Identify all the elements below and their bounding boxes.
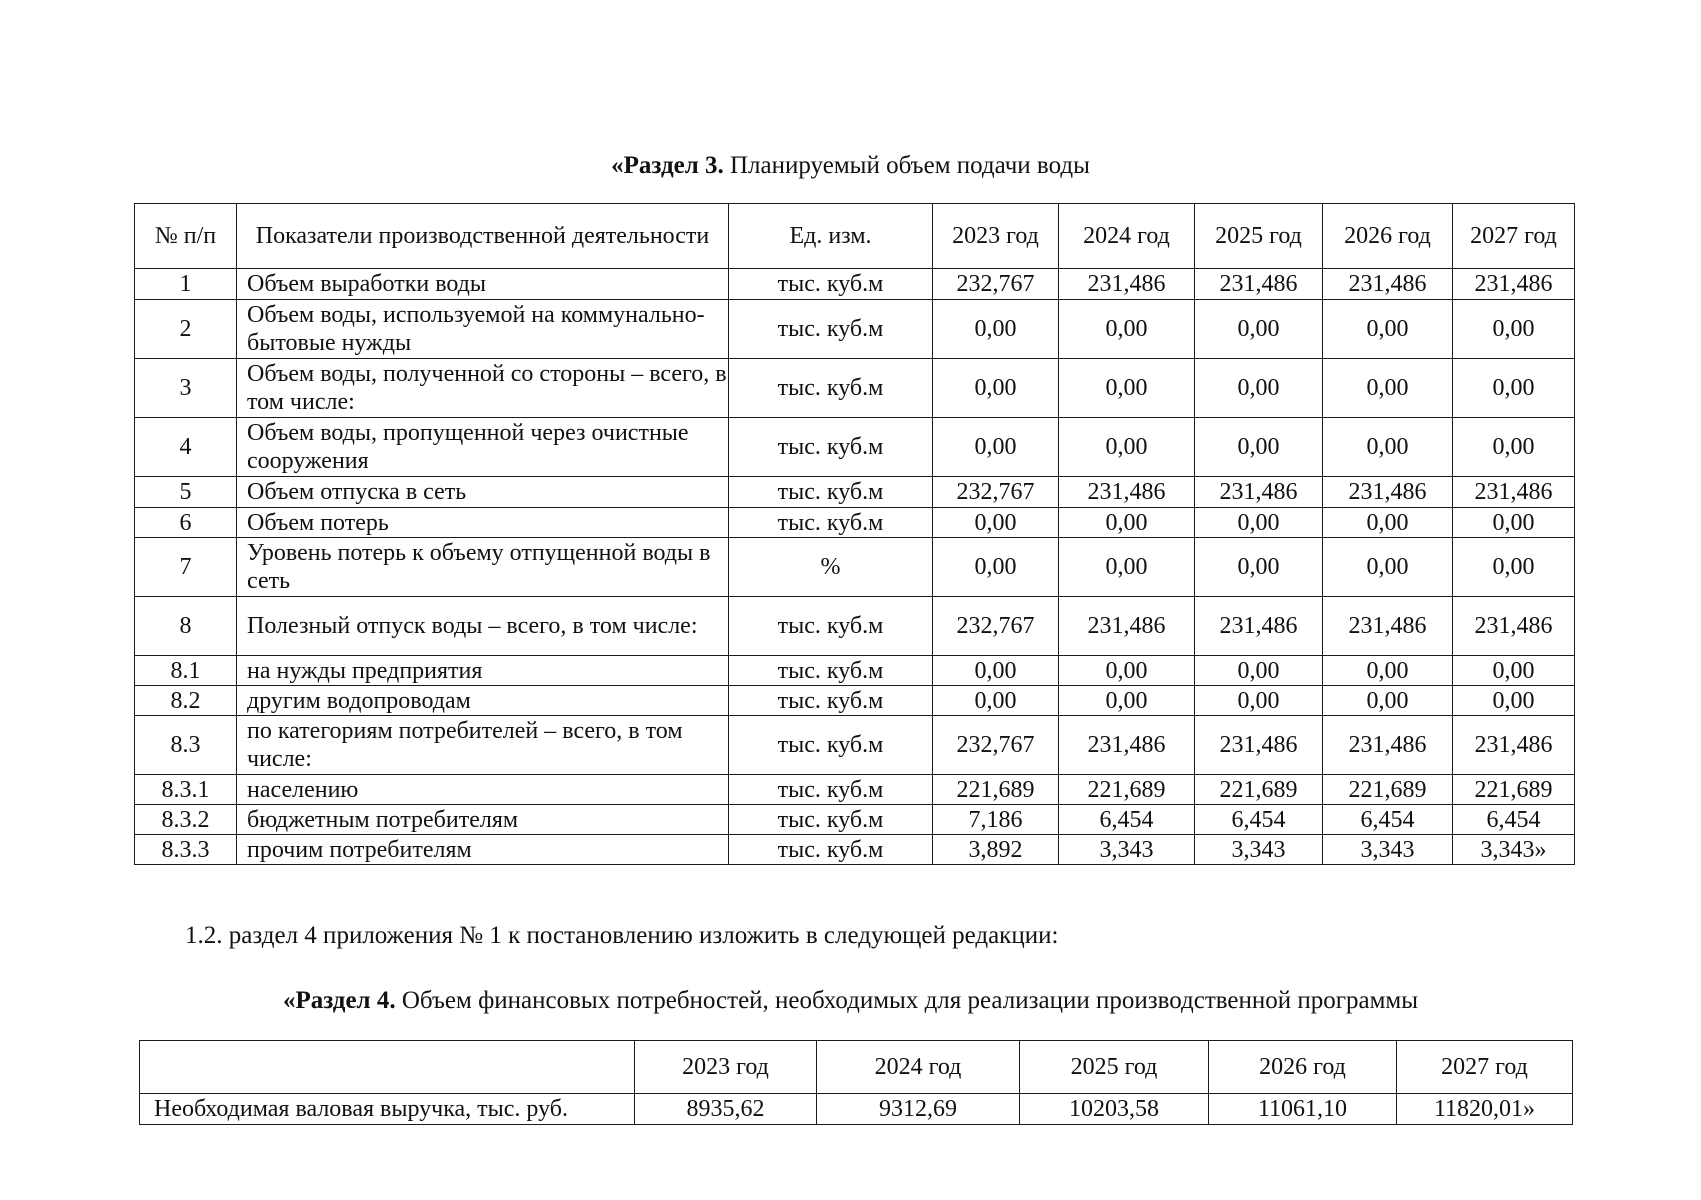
unit-cell: тыс. куб.м [729,508,933,538]
value-cell: 231,486 [1453,597,1575,656]
value-cell: 0,00 [1453,418,1575,477]
indicator-name: на нужды предприятия [237,656,729,686]
value-cell: 0,00 [1195,300,1323,359]
row-label: Необходимая валовая выручка, тыс. руб. [140,1094,635,1125]
value-cell: 231,486 [1059,597,1195,656]
section-3-title-text: Планируемый объем подачи воды [723,152,1090,179]
value-cell: 11061,10 [1209,1094,1397,1125]
row-number: 8.2 [135,686,237,716]
header-cell: № п/п [135,204,237,269]
value-cell: 7,186 [933,805,1059,835]
value-cell: 231,486 [1453,269,1575,300]
section-4-title-bold: «Раздел 4. [282,987,396,1014]
header-cell: 2024 год [817,1041,1020,1094]
header-cell: 2026 год [1323,204,1453,269]
value-cell: 0,00 [933,656,1059,686]
unit-cell: тыс. куб.м [729,775,933,805]
table-row [135,508,1575,538]
row-number: 2 [135,300,237,359]
value-cell: 0,00 [1453,508,1575,538]
value-cell: 0,00 [1323,656,1453,686]
value-cell: 0,00 [1323,359,1453,418]
table-row [140,1094,1573,1125]
header-cell: 2023 год [635,1041,817,1094]
value-cell: 231,486 [1195,269,1323,300]
value-cell: 232,767 [933,716,1059,775]
value-cell: 232,767 [933,269,1059,300]
indicator-name: Объем воды, полученной со стороны – всего, в том числе: [237,359,729,418]
table-row [135,359,1575,418]
row-number: 7 [135,538,237,597]
value-cell: 8935,62 [635,1094,817,1125]
section-3-title [0,150,1701,182]
unit-cell: тыс. куб.м [729,418,933,477]
value-cell: 221,689 [1195,775,1323,805]
value-cell: 6,454 [1195,805,1323,835]
indicator-name: Объем отпуска в сеть [237,477,729,508]
header-cell: 2026 год [1209,1041,1397,1094]
value-cell: 231,486 [1195,477,1323,508]
indicator-name: по категориям потребителей – всего, в том числе: [237,716,729,775]
indicator-name: Объем воды, пропущенной через очистные сооружения [237,418,729,477]
value-cell: 221,689 [1453,775,1575,805]
value-cell: 6,454 [1453,805,1575,835]
section-4-title [0,985,1701,1017]
header-cell-empty [140,1041,635,1094]
value-cell: 0,00 [933,508,1059,538]
value-cell: 3,892 [933,835,1059,865]
value-cell: 0,00 [1453,656,1575,686]
row-number: 4 [135,418,237,477]
value-cell: 231,486 [1453,716,1575,775]
value-cell: 0,00 [933,300,1059,359]
value-cell: 0,00 [1195,656,1323,686]
table-row [135,418,1575,477]
value-cell: 3,343» [1453,835,1575,865]
row-number: 8 [135,597,237,656]
header-cell: 2027 год [1453,204,1575,269]
unit-cell: тыс. куб.м [729,477,933,508]
value-cell: 0,00 [1323,300,1453,359]
unit-cell: тыс. куб.м [729,805,933,835]
water-supply-table [134,203,1575,865]
indicator-name: населению [237,775,729,805]
value-cell: 0,00 [1453,300,1575,359]
value-cell: 0,00 [1453,359,1575,418]
value-cell: 231,486 [1323,597,1453,656]
table-header-row [140,1041,1573,1094]
value-cell: 0,00 [1195,418,1323,477]
header-cell: 2027 год [1397,1041,1573,1094]
unit-cell: тыс. куб.м [729,300,933,359]
value-cell: 221,689 [1323,775,1453,805]
header-cell: 2024 год [1059,204,1195,269]
header-cell: 2025 год [1020,1041,1209,1094]
unit-cell: % [729,538,933,597]
value-cell: 231,486 [1323,269,1453,300]
unit-cell: тыс. куб.м [729,269,933,300]
unit-cell: тыс. куб.м [729,359,933,418]
value-cell: 221,689 [933,775,1059,805]
value-cell: 0,00 [1323,418,1453,477]
section-4-title-text: Объем финансовых потребностей, необходимых для реализации производственной программы [395,987,1419,1014]
value-cell: 9312,69 [817,1094,1020,1125]
indicator-name: Объем потерь [237,508,729,538]
value-cell: 0,00 [1059,656,1195,686]
value-cell: 0,00 [1323,686,1453,716]
financial-needs-table [139,1040,1573,1125]
value-cell: 0,00 [1059,418,1195,477]
table-row [135,269,1575,300]
value-cell: 3,343 [1323,835,1453,865]
value-cell: 232,767 [933,477,1059,508]
value-cell: 221,689 [1059,775,1195,805]
value-cell: 0,00 [933,686,1059,716]
value-cell: 231,486 [1323,716,1453,775]
indicator-name: Объем воды, используемой на коммунально-бытовые нужды [237,300,729,359]
table-row [135,477,1575,508]
unit-cell: тыс. куб.м [729,686,933,716]
indicator-name: прочим потребителям [237,835,729,865]
header-cell: Ед. изм. [729,204,933,269]
value-cell: 0,00 [933,359,1059,418]
value-cell: 6,454 [1059,805,1195,835]
table-row [135,716,1575,775]
value-cell: 0,00 [1059,300,1195,359]
value-cell: 6,454 [1323,805,1453,835]
value-cell: 231,486 [1453,477,1575,508]
value-cell: 231,486 [1195,597,1323,656]
row-number: 8.3 [135,716,237,775]
value-cell: 0,00 [1453,686,1575,716]
row-number: 8.3.3 [135,835,237,865]
value-cell: 11820,01» [1397,1094,1573,1125]
value-cell: 231,486 [1059,269,1195,300]
indicator-name: бюджетным потребителям [237,805,729,835]
table-row [135,656,1575,686]
value-cell: 231,486 [1195,716,1323,775]
value-cell: 232,767 [933,597,1059,656]
value-cell: 0,00 [1059,359,1195,418]
value-cell: 3,343 [1059,835,1195,865]
row-number: 8.3.2 [135,805,237,835]
value-cell: 0,00 [1059,686,1195,716]
indicator-name: другим водопроводам [237,686,729,716]
unit-cell: тыс. куб.м [729,716,933,775]
value-cell: 0,00 [933,538,1059,597]
row-number: 8.1 [135,656,237,686]
row-number: 1 [135,269,237,300]
table-row [135,775,1575,805]
value-cell: 10203,58 [1020,1094,1209,1125]
unit-cell: тыс. куб.м [729,597,933,656]
header-cell: Показатели производственной деятельности [237,204,729,269]
row-number: 6 [135,508,237,538]
unit-cell: тыс. куб.м [729,835,933,865]
table-row [135,597,1575,656]
row-number: 8.3.1 [135,775,237,805]
value-cell: 231,486 [1323,477,1453,508]
value-cell: 0,00 [1059,508,1195,538]
section-3-title-bold: «Раздел 3. [611,152,724,179]
value-cell: 3,343 [1195,835,1323,865]
paragraph-1-2: 1.2. раздел 4 приложения № 1 к постановлению изложить в следующей редакции: [185,922,1059,949]
value-cell: 0,00 [1323,508,1453,538]
value-cell: 0,00 [1059,538,1195,597]
row-number: 3 [135,359,237,418]
indicator-name: Полезный отпуск воды – всего, в том числе: [237,597,729,656]
indicator-name: Уровень потерь к объему отпущенной воды в сеть [237,538,729,597]
value-cell: 0,00 [1195,359,1323,418]
table-header-row [135,204,1575,269]
value-cell: 231,486 [1059,716,1195,775]
value-cell: 0,00 [1195,508,1323,538]
value-cell: 0,00 [933,418,1059,477]
table-row [135,686,1575,716]
indicator-name: Объем выработки воды [237,269,729,300]
value-cell: 0,00 [1323,538,1453,597]
table-row [135,538,1575,597]
value-cell: 0,00 [1195,686,1323,716]
value-cell: 231,486 [1059,477,1195,508]
value-cell: 0,00 [1453,538,1575,597]
row-number: 5 [135,477,237,508]
table-row [135,805,1575,835]
header-cell: 2025 год [1195,204,1323,269]
table-row [135,300,1575,359]
header-cell: 2023 год [933,204,1059,269]
table-row [135,835,1575,865]
value-cell: 0,00 [1195,538,1323,597]
unit-cell: тыс. куб.м [729,656,933,686]
